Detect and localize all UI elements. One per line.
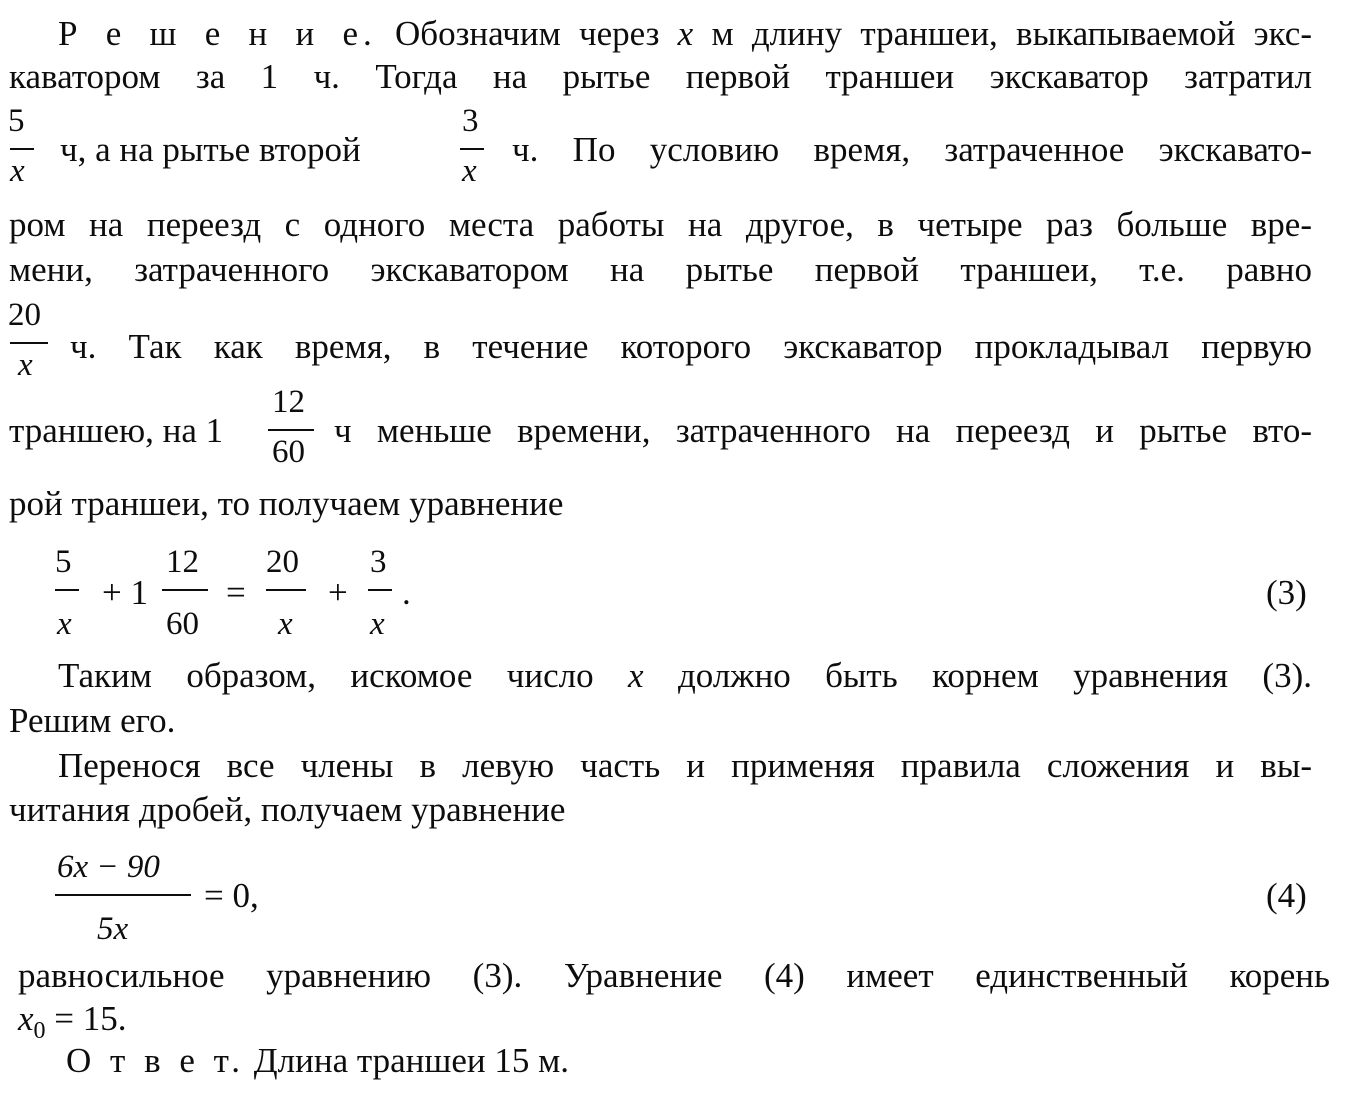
answer-text: Длина траншеи 15 м. bbox=[253, 1041, 569, 1080]
text-line: Таким образом, искомое число x должно быть корнем уравнения (3). bbox=[58, 656, 1312, 695]
text-line: ч меньше времени, затраченного на переезд и рытье вто- bbox=[334, 411, 1312, 450]
text-line: ч. Так как время, в течение которого экскаватор прокладывал первую bbox=[70, 327, 1312, 366]
text-line: читания дробей, получаем уравнение bbox=[9, 790, 566, 829]
text-line: ром на переезд с одного места работы на другое, в четыре раз больше вре- bbox=[9, 205, 1312, 244]
text-line: мени, затраченного экскаватором на рытье первой траншеи, т.е. равно bbox=[9, 250, 1312, 289]
text-line: траншею, на 1 bbox=[9, 411, 224, 450]
text-line: каватором за 1 ч. Тогда на рытье первой траншеи экскаватор затратил bbox=[9, 57, 1312, 96]
text-line: Р е ш е н и е. Обозначим через x м длину траншеи, выкапываемой экс- bbox=[58, 14, 1312, 53]
text-line: ч, а на рытье второй bbox=[60, 130, 361, 169]
equation-number-3: (3) bbox=[1266, 573, 1307, 612]
variable-x: x bbox=[677, 14, 694, 53]
text-line: $x_0 = 15$. bbox=[18, 999, 127, 1044]
text-line: равносильное уравнению (3). Уравнение (4) имеет единственный корень bbox=[18, 956, 1330, 995]
document-page: Р е ш е н и е. Обозначим через x м длину траншеи, выкапываемой экс- каватором за 1 ч. Тогда на рытье первой траншеи экскаватор затратил 5 x ч, а на рытье второй 3 x ч. По условию время, затраченное экскавато- ром на переезд с одного места работы на другое, в четыре раз больше вре- мени, затраченного экскаватором на рытье первой траншеи, т.е. равно 20 x ч. Так как время, в течение которого экскаватор прокладывал первую траншею, на 1 12 60 ч меньше времени, затраченного на переезд и рытье вто- рой траншеи, то получаем уравнение 5 x + 1 12 60 = 20 x + 3 x . (3) Таким образом, искомое число x должно быть корнем уравнения (3). Решим его. Перенося все члены в левую часть и применяя правила сложения и вы- читания дробей, получаем уравнение 6x − 90 5x = 0, (4) равносильное уравнению (3). Уравнение (4) имеет единственный корень $x_0 = 15$. О т в е т. Длина траншеи 15 м. bbox=[0, 0, 1363, 1101]
answer-line bbox=[66, 1041, 569, 1081]
text-line: Решим его. bbox=[9, 701, 176, 740]
solution-label: Р е ш е н и е. bbox=[58, 14, 377, 53]
answer-label: О т в е т. bbox=[66, 1041, 246, 1080]
equation-number-4: (4) bbox=[1266, 876, 1307, 915]
text-line: рой траншеи, то получаем уравнение bbox=[9, 484, 564, 523]
text-line: Перенося все члены в левую часть и применяя правила сложения и вы- bbox=[58, 746, 1312, 785]
text-line: ч. По условию время, затраченное экскавато- bbox=[512, 130, 1312, 169]
